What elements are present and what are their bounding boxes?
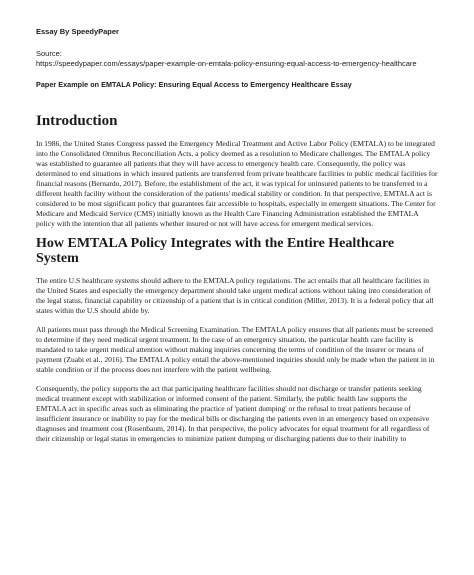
author-line: Essay By SpeedyPaper (36, 27, 119, 36)
paragraph: The entire U.S healthcare systems should adhere to the EMTALA policy regulations. The act entails that all healthcare facilities in the United States and especially the emergency department should take urgent medical actions without taking into consideration of the legal status, financial capability or citizenship of a patient that is in critical condition (Miller, 2013). It is a federal policy that all states within the U.S should abide by. (36, 276, 434, 315)
paragraph: Consequently, the policy supports the act that participating healthcare facilities should not discharge or transfer patients seeking medical treatment except with stabilization or informed consent of the patient. Similarly, the public health law supports the EMTALA act in specific areas such as eliminating the practice of 'patient dumping' or the refusal to treat patients because of insufficient insurance or inability to pay for the medical bills or discharging the patients even in an emergency based on expensive diagnoses and treatment cost (Rosenbaum, 2014). In that perspective, the policy advocates for equal treatment for all regardless of their citizenship or legal status in emergencies to minimize patient dumping or discharging patients due to their inability to (36, 384, 430, 443)
document-title: Paper Example on EMTALA Policy: Ensuring Equal Access to Emergency Healthcare Essay (36, 80, 352, 89)
source-url[interactable]: https://speedypaper.com/essays/paper-example-on-emtala-policy-ensuring-equal-access-to-emergency-healthcare (36, 59, 417, 68)
section-heading-integration: How EMTALA Policy Integrates with the Entire Healthcare System (36, 236, 395, 266)
section-heading-introduction: Introduction (36, 113, 118, 129)
source-label: Source: (36, 49, 62, 58)
paragraph: In 1986, the United States Congress passed the Emergency Medical Treatment and Active Labor Policy (EMTALA) to be integrated into the Consolidated Omnibus Reconciliation Acts, a policy deemed as a resolution to Medicare challenges. The EMTALA policy was established to guarantee all patients that they will have access to emergency health care. Consequently, the policy was determined to end situations in which insured patients are transferred from private healthcare facilities to public medical facilities for financial reasons (Bernardo, 2017). Before, the establishment of the act, it was typical for uninsured patients to be transferred to a different health facility without the consideration of the patients' medical stability or condition. In that perspective, EMTALA act is considered to be most significant policy that guarantees fair accessible to hospitals, especially in emergent situations. The Center for Medicare and Medicaid Service (CMS) initially known as the Health Care Financing Administration established the EMTALA policy with the intention that all patients whether insured or not will have access for emergent medical services. (36, 139, 438, 228)
paragraph: All patients must pass through the Medical Screening Examination. The EMTALA policy ensures that all patients must be screened to determine if they need medical urgent treatment. In the case of an emergency situation, the particular health care facility is mandated to take urgent medical attention without making inquiries concerning the terms of condition of the insurer or means of payment (Zuabi et al., 2016). The EMTALA policy entail the above-mentioned inquiries should only be made when the patient in in stable condition or if the process does not interfere with the patient wellbeing. (36, 325, 435, 374)
